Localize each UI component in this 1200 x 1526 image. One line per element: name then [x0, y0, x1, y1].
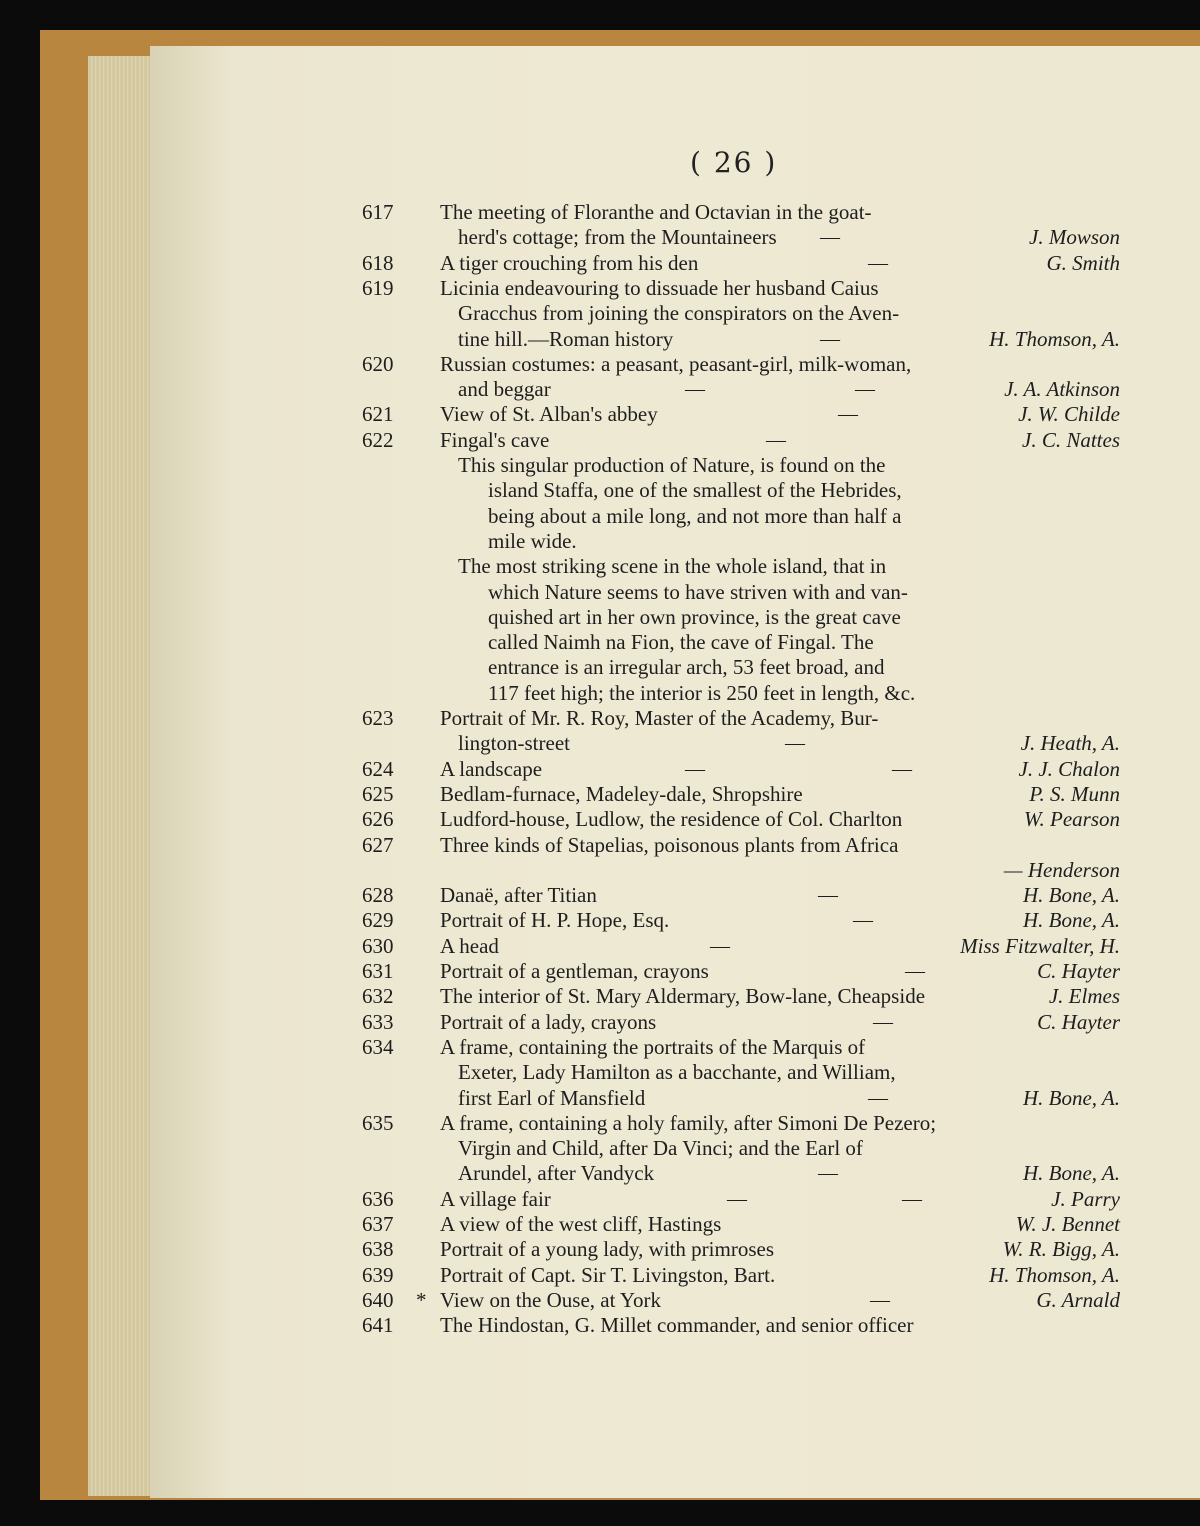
note-line: 117 feet high; the interior is 250 feet in length, &c.: [488, 680, 916, 705]
entry-number: 637: [362, 1212, 394, 1236]
entry-number: 626: [362, 807, 394, 832]
em-dash-rule: —: [868, 251, 888, 274]
entry-number: 624: [362, 756, 394, 781]
em-dash-rule: —: [710, 934, 730, 957]
entry-title-line: Russian costumes: a peasant, peasant-girl, milk-woman,: [440, 351, 912, 376]
entry-number: 638: [362, 1237, 394, 1262]
entry-number: 633: [362, 1009, 394, 1034]
note-line: mile wide.: [488, 528, 577, 553]
note-line: which Nature seems to have striven with and van-: [488, 579, 908, 604]
entry-title-line: A village fair: [440, 1186, 551, 1211]
artist-name: J. Elmes: [1048, 984, 1120, 1009]
entry-title-line: lington-street: [458, 731, 570, 756]
entry-title-line: A landscape: [440, 756, 543, 781]
em-dash-rule: —: [905, 960, 925, 982]
artist-name: J. Parry: [1051, 1186, 1120, 1211]
artist-name: H. Bone, A.: [1022, 1085, 1120, 1110]
entry-title-line: first Earl of Mansfield: [458, 1085, 646, 1110]
note-line: being about a mile long, and not more than half a: [488, 503, 902, 528]
em-dash-rule: —: [685, 378, 705, 401]
em-dash-rule: —: [873, 1010, 893, 1033]
entry-number: 620: [362, 351, 394, 376]
entry-number: 618: [362, 250, 394, 275]
entry-title-line: A frame, containing a holy family, after Simoni De Pezero;: [440, 1110, 937, 1135]
entry-title-line: Portrait of a lady, crayons: [440, 1009, 657, 1034]
note-line: This singular production of Nature, is found on the: [458, 453, 886, 477]
em-dash-rule: —: [820, 226, 840, 249]
artist-name: G. Arnald: [1036, 1287, 1120, 1312]
artist-name: C. Hayter: [1037, 1009, 1120, 1034]
em-dash-rule: —: [818, 1162, 838, 1185]
em-dash-rule: —: [870, 1288, 890, 1311]
entry-title-line: A head: [440, 933, 499, 958]
entry-title-line: Portrait of a gentleman, crayons: [440, 959, 709, 983]
em-dash-rule: —: [785, 732, 805, 755]
entry-title-line: tine hill.—Roman history: [458, 326, 674, 351]
entry-title-line: Portrait of Mr. R. Roy, Master of the Academy, Bur-: [440, 706, 879, 730]
entry-title-line: Exeter, Lady Hamilton as a bacchante, and William,: [458, 1060, 896, 1085]
entry-number: 628: [362, 883, 394, 908]
entry-number: 625: [362, 781, 394, 806]
artist-name: H. Thomson, A.: [989, 326, 1120, 351]
em-dash-rule: —: [727, 1187, 747, 1210]
em-dash-rule: —: [838, 403, 858, 426]
entry-title-line: Arundel, after Vandyck: [458, 1161, 655, 1186]
entry-title-line: Bedlam-furnace, Madeley-dale, Shropshire: [440, 781, 803, 806]
note-line: The most striking scene in the whole island, that in: [458, 554, 887, 579]
artist-name: J. C. Nattes: [1022, 427, 1120, 452]
artist-name: H. Bone, A.: [1022, 1161, 1120, 1186]
artist-name: J. W. Childe: [1018, 402, 1120, 427]
em-dash-rule: —: [855, 378, 875, 401]
note-line: entrance is an irregular arch, 53 feet broad, and: [488, 655, 885, 680]
entry-number: 622: [362, 427, 394, 452]
em-dash-rule: —: [685, 757, 705, 780]
entry-number: 632: [362, 984, 394, 1009]
entry-number: 629: [362, 908, 394, 933]
entry-number: 631: [362, 959, 394, 983]
entry-number: 641: [362, 1313, 394, 1338]
entry-title-line: Gracchus from joining the conspirators on the Aven-: [458, 301, 900, 326]
entry-title-line: View of St. Alban's abbey: [440, 402, 658, 427]
artist-name: J. J. Chalon: [1018, 756, 1120, 781]
entry-title-line: Portrait of Capt. Sir T. Livingston, Bart.: [440, 1262, 776, 1287]
entry-title-line: Licinia endeavouring to dissuade her husband Caius: [440, 275, 879, 300]
asterisk-marker: *: [416, 1287, 427, 1312]
entry-number: 634: [362, 1034, 394, 1059]
em-dash-rule: —: [868, 1086, 888, 1109]
entry-title-line: View on the Ouse, at York: [440, 1287, 661, 1312]
entry-title-line: Virgin and Child, after Da Vinci; and the Earl of: [458, 1136, 863, 1161]
em-dash-rule: —: [902, 1187, 922, 1210]
artist-name: W. R. Bigg, A.: [1002, 1237, 1120, 1262]
entry-number: 630: [362, 933, 394, 958]
artist-name: W. J. Bennet: [1015, 1212, 1120, 1236]
em-dash-rule: —: [818, 884, 838, 907]
entry-title-line: Portrait of a young lady, with primroses: [440, 1237, 775, 1262]
entry-title-line: herd's cottage; from the Mountaineers: [458, 225, 777, 250]
note-line: called Naimh na Fion, the cave of Fingal. The: [488, 630, 874, 655]
em-dash-rule: —: [820, 327, 840, 350]
entry-number: 639: [362, 1262, 394, 1287]
entry-number: 627: [362, 832, 394, 857]
entry-number: 619: [362, 275, 394, 300]
em-dash-rule: —: [892, 757, 912, 780]
artist-name: J. A. Atkinson: [1004, 377, 1120, 402]
artist-name: H. Thomson, A.: [989, 1262, 1120, 1287]
page-number: ( 26 ): [690, 146, 778, 179]
entry-number: 623: [362, 706, 394, 730]
artist-name: H. Bone, A.: [1022, 908, 1120, 933]
artist-name: P. S. Munn: [1029, 781, 1120, 806]
entry-number: 621: [362, 402, 394, 427]
entry-title-line: Portrait of H. P. Hope, Esq.: [440, 908, 670, 933]
artist-name: — Henderson: [1003, 857, 1120, 882]
entry-title-line: and beggar: [458, 377, 551, 402]
entry-number: 636: [362, 1186, 394, 1211]
entry-title-line: Ludford-house, Ludlow, the residence of Col. Charlton: [440, 807, 903, 832]
entry-number: 617: [362, 200, 394, 224]
artist-name: H. Bone, A.: [1022, 883, 1120, 908]
entry-title-line: Fingal's cave: [440, 427, 550, 452]
entry-title-line: Three kinds of Stapelias, poisonous plants from Africa: [440, 832, 899, 857]
artist-name: W. Pearson: [1023, 807, 1120, 832]
em-dash-rule: —: [766, 428, 786, 451]
entry-number: 640: [362, 1287, 394, 1312]
artist-name: G. Smith: [1046, 250, 1120, 275]
entry-title-line: The Hindostan, G. Millet commander, and senior officer: [440, 1313, 914, 1338]
entry-title-line: A view of the west cliff, Hastings: [440, 1212, 722, 1236]
entry-title-line: The meeting of Floranthe and Octavian in the goat-: [440, 200, 872, 224]
artist-name: J. Mowson: [1029, 225, 1120, 250]
note-line: island Staffa, one of the smallest of the Hebrides,: [488, 478, 902, 503]
em-dash-rule: —: [853, 909, 873, 932]
artist-name: J. Heath, A.: [1020, 731, 1120, 756]
artist-name: Miss Fitzwalter, H.: [960, 933, 1120, 958]
entry-title-line: Danaë, after Titian: [440, 883, 597, 908]
entry-title-line: A tiger crouching from his den: [440, 250, 699, 275]
artist-name: C. Hayter: [1037, 959, 1120, 983]
entry-title-line: The interior of St. Mary Aldermary, Bow-lane, Cheapside: [440, 984, 926, 1009]
entry-number: 635: [362, 1110, 394, 1135]
note-line: quished art in her own province, is the great cave: [488, 604, 901, 629]
entry-title-line: A frame, containing the portraits of the Marquis of: [440, 1034, 866, 1059]
